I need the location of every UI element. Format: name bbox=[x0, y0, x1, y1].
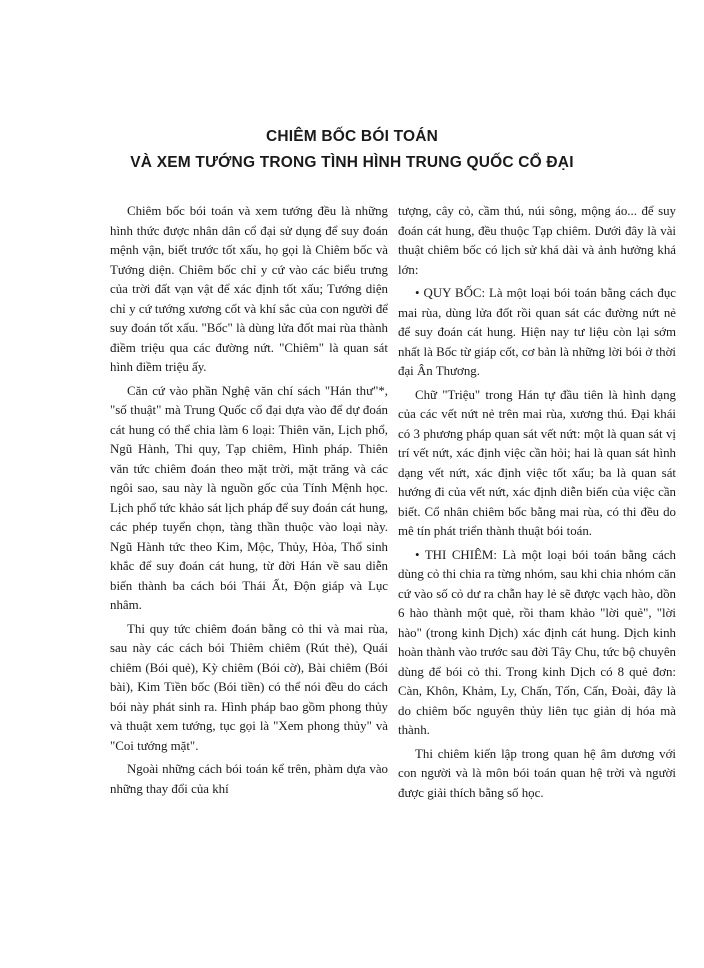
title-line-2: VÀ XEM TƯỚNG TRONG TÌNH HÌNH TRUNG QUỐC CỔ ĐẠI bbox=[130, 154, 574, 171]
left-column bbox=[110, 202, 388, 803]
page-title bbox=[0, 124, 704, 176]
paragraph: tượng, cây cỏ, cầm thú, núi sông, mộng áo... để suy đoán cát hung, đều thuộc Tạp chiêm. Dưới đây là vài thuật chiêm bốc có lịch sử khá dài và ảnh hưởng khá lớn: bbox=[398, 204, 676, 277]
paragraph: Thi quy tức chiêm đoán bằng cỏ thi và mai rùa, sau này các cách bói Thiêm chiêm (Rút thẻ), Quái chiêm (Bói quẻ), Kỳ chiêm (Bói cờ), Bài chiêm (Bói bài), Kim Tiền bốc (Bói tiền) có thể nói đều do cách bói này phát sinh ra. Hình pháp bao gồm phong thủy và thuật xem tướng, tục gọi là "Xem phong thủy" và "Coi tướng mặt". bbox=[110, 621, 388, 753]
paragraph: Ngoài những cách bói toán kể trên, phàm dựa vào những thay đổi của khí bbox=[110, 762, 388, 796]
right-column bbox=[398, 202, 676, 807]
paragraph: Thi chiêm kiến lập trong quan hệ âm dương với con người và là môn bói toán quan hệ trời và người được giải thích bằng số học. bbox=[398, 746, 676, 800]
title-line-1: CHIÊM BỐC BÓI TOÁN bbox=[265, 128, 439, 145]
paragraph: Căn cứ vào phần Nghệ văn chí sách "Hán thư"*, "số thuật" mà Trung Quốc cổ đại dựa vào để dự đoán cát hung có thể chia làm 6 loại: Thiên văn, Lịch phổ, Ngũ Hành, Thi quy, Tạp chiêm, Hình pháp. Thiên văn tức chiêm đoán theo mặt trời, mặt trăng và các ngôi sao, sau này là nguồn gốc của Tính Mệnh học. Lịch phổ tức khảo sát lịch pháp để suy đoán cát hung, các phép tuyển chọn, tàng thần thuộc vào loại này. Ngũ Hành tức theo Kim, Mộc, Thủy, Hỏa, Thổ sinh khắc để suy đoán cát hung, từ đời Hán về sau diễn biến thành ba cách bói Thái Ất, Độn giáp và Lục nhâm. bbox=[110, 383, 388, 612]
paragraph: • THI CHIÊM: Là một loại bói toán bằng cách dùng cỏ thi chia ra từng nhóm, sau khi chia nhóm căn cứ vào số cỏ dư ra chẵn hay lẻ sẽ được vạch hào, dồn 6 hào thành một quẻ, rồi tham khảo "lời quẻ", "lời hào" (trong kinh Dịch) xác định cát hung. Dịch kinh hoàn thành vào trước sau đời Tây Chu, tức bộ chuyên dùng để bói cỏ thi. Trong kinh Dịch có 8 quẻ đơn: Càn, Khôn, Khảm, Ly, Chấn, Tốn, Cấn, Đoài, đây là do chiêm bốc nguyên thủy liên tục giản dị hóa mà thành. bbox=[398, 547, 676, 737]
paragraph: Chiêm bốc bói toán và xem tướng đều là những hình thức được nhân dân cổ đại sử dụng để suy đoán mệnh vận, biết trước tốt xấu, họ gọi là Chiêm bốc và Tướng diện. Chiêm bốc chỉ y cứ vào các biểu trưng của trời đất vạn vật để xác định tốt xấu; Tướng diện chỉ y cứ tướng xương cốt và khí sắc của con người để suy đoán tốt xấu. "Bốc" là dùng lửa đốt mai rùa thành điềm triệu qua các đường nứt. "Chiêm" là quan sát hình điềm triệu ấy. bbox=[110, 204, 388, 374]
paragraph: • QUY BỐC: Là một loại bói toán bằng cách đục mai rùa, dùng lửa đốt rồi quan sát các đường nứt nẻ để suy đoán cát hung. Hiện nay tư liệu còn lại sớm nhất là Bốc từ giáp cốt, cơ bản là những lời bói ở thời đại Ân Thương. bbox=[398, 286, 676, 378]
paragraph: Chữ "Triệu" trong Hán tự đầu tiên là hình dạng của các vết nứt nẻ trên mai rùa, xương thú. Đại khái có 3 phương pháp quan sát vết nứt: một là quan sát vị trí vết nứt, xác định việc cần hỏi; hai là quan sát hình dạng vết nứt, xác định việc tốt xấu; ba là quan sát hướng đi của vết nứt, xác định diễn biến của việc cần biết. Cổ nhân chiêm bốc bằng mai rùa, có thi đều do mê tín phát triển thành thuật bói toán. bbox=[398, 387, 676, 538]
